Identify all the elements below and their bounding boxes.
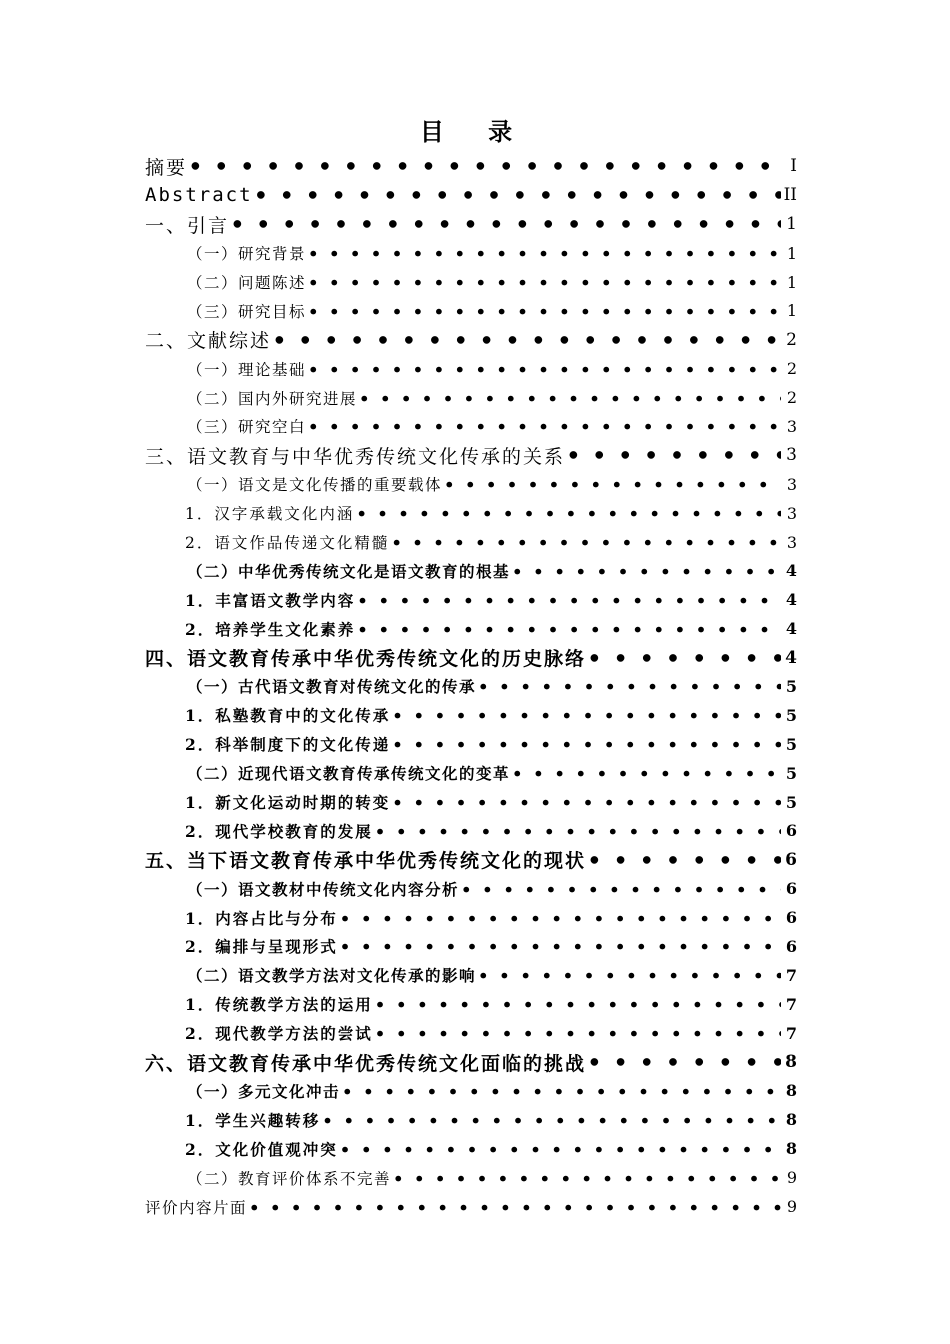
- toc-entry-title: 二、文献综述: [145, 326, 273, 353]
- toc-entry-title: （二）问题陈述: [187, 271, 308, 293]
- toc-entry-title: 1．新文化运动时期的转变: [185, 793, 391, 813]
- toc-entry-title: （二）国内外研究进展: [187, 387, 359, 409]
- toc-leader-dots: [189, 152, 781, 181]
- toc-entry[interactable]: [145, 932, 797, 961]
- toc-entry[interactable]: [145, 1105, 797, 1134]
- toc-leader-dots: [588, 1048, 781, 1077]
- toc-leader-dots: [588, 845, 781, 874]
- toc-entry-page: 4: [785, 590, 797, 610]
- toc-leader-dots: [588, 643, 781, 672]
- toc-leader-dots: [356, 499, 781, 528]
- toc-leader-dots: [342, 1077, 781, 1106]
- toc-entry-page: 2: [786, 359, 797, 379]
- toc-entry-page: 7: [785, 994, 797, 1014]
- toc-leader-dots: [375, 816, 781, 845]
- toc-entry-page: 1: [786, 243, 797, 263]
- toc-entry[interactable]: [145, 152, 797, 181]
- toc-leader-dots: [322, 1105, 781, 1134]
- toc-entry-title: （二）教育评价体系不完善: [187, 1167, 393, 1189]
- toc-entry[interactable]: [145, 788, 797, 817]
- toc-entry-page: 9: [786, 1168, 797, 1188]
- toc-entry[interactable]: [145, 1134, 797, 1163]
- toc-leader-dots: [512, 556, 781, 585]
- toc-leader-dots: [340, 903, 781, 932]
- toc-entry-title: 1．内容占比与分布: [185, 908, 338, 928]
- toc-leader-dots: [375, 1019, 781, 1048]
- toc-entry-title: 五、当下语文教育传承中华优秀传统文化的现状: [145, 846, 588, 873]
- toc-entry[interactable]: [145, 556, 797, 585]
- toc-leader-dots: [340, 1134, 781, 1163]
- toc-entry[interactable]: [145, 816, 797, 845]
- toc-entry-page: 8: [785, 1052, 797, 1073]
- toc-entry[interactable]: [145, 1163, 797, 1192]
- toc-entry-page: II: [783, 185, 797, 206]
- toc-entry[interactable]: [145, 210, 797, 239]
- toc-leader-dots: [392, 788, 781, 817]
- toc-entry[interactable]: [145, 470, 797, 499]
- toc-entry[interactable]: [145, 701, 797, 730]
- toc-leader-dots: [512, 759, 781, 788]
- toc-leader-dots: [478, 672, 781, 701]
- toc-entry-page: 8: [785, 1110, 797, 1130]
- toc-entry-title: （一）研究背景: [187, 242, 308, 264]
- toc-entry-title: （一）多元文化冲击: [187, 1081, 341, 1101]
- toc-leader-dots: [308, 354, 781, 383]
- toc-entry[interactable]: [145, 874, 797, 903]
- toc-entry-page: 7: [785, 1023, 797, 1043]
- toc-entry-title: （三）研究空白: [187, 415, 308, 437]
- toc-entry[interactable]: [145, 990, 797, 1019]
- toc-entry[interactable]: [145, 961, 797, 990]
- toc-entry-title: 2．培养学生文化素养: [185, 619, 356, 639]
- toc-entry[interactable]: [145, 1192, 797, 1221]
- toc-entry-title: （三）研究目标: [187, 300, 308, 322]
- toc-entry-page: 2: [786, 329, 797, 350]
- toc-leader-dots: [340, 932, 781, 961]
- toc-entry[interactable]: [145, 499, 797, 528]
- toc-leader-dots: [231, 210, 781, 239]
- toc-entry-title: 2．语文作品传递文化精髓: [185, 531, 391, 553]
- toc-entry-title: （二）语文教学方法对文化传承的影响: [187, 966, 477, 986]
- toc-entry[interactable]: [145, 528, 797, 557]
- toc-entry-title: 一、引言: [145, 211, 231, 238]
- toc-entry-page: 6: [785, 908, 797, 928]
- toc-entry-page: I: [790, 156, 797, 177]
- toc-entry[interactable]: [145, 181, 797, 210]
- toc-leader-dots: [308, 239, 781, 268]
- toc-leader-dots: [392, 701, 781, 730]
- toc-entry-page: 6: [785, 821, 797, 841]
- toc-entry-page: 8: [785, 1081, 797, 1101]
- toc-entry[interactable]: [145, 672, 797, 701]
- toc-leader-dots: [461, 874, 781, 903]
- toc-leader-dots: [357, 614, 781, 643]
- toc-entry[interactable]: [145, 1019, 797, 1048]
- toc-entry-page: 3: [786, 503, 797, 523]
- toc-entry[interactable]: [145, 296, 797, 325]
- toc-entry[interactable]: [145, 354, 797, 383]
- toc-entry[interactable]: [145, 643, 797, 672]
- toc-entry-page: 3: [786, 474, 797, 494]
- toc-entry-page: 9: [786, 1197, 797, 1216]
- toc-entry-page: 1: [786, 301, 797, 321]
- toc-entry[interactable]: [145, 845, 797, 874]
- toc-entry-page: 6: [785, 879, 797, 899]
- toc-leader-dots: [273, 325, 781, 354]
- toc-entry-title: （一）语文是文化传播的重要载体: [187, 473, 444, 495]
- toc-entry[interactable]: [145, 585, 797, 614]
- toc-entry-title: 六、语文教育传承中华优秀传统文化面临的挑战: [145, 1049, 588, 1076]
- toc-entry-title: 1．传统教学方法的运用: [185, 995, 373, 1015]
- toc-leader-dots: [391, 528, 781, 557]
- toc-entry-title: 四、语文教育传承中华优秀传统文化的历史脉络: [145, 644, 588, 671]
- toc-leader-dots: [255, 181, 781, 210]
- toc-entry-page: 4: [785, 561, 797, 581]
- toc-entry[interactable]: [145, 759, 797, 788]
- toc-entry-title: 2．现代教学方法的尝试: [185, 1024, 373, 1044]
- toc-entry-title: 摘要: [145, 153, 189, 180]
- toc-entry-page: 4: [785, 619, 797, 639]
- toc-entry-page: 5: [785, 792, 797, 812]
- toc-leader-dots: [392, 730, 781, 759]
- toc-entry-title: 1．汉字承载文化内涵: [185, 502, 356, 524]
- toc-entry-title: 1．私塾教育中的文化传承: [185, 706, 391, 726]
- toc-list: [145, 152, 797, 1221]
- toc-entry-title: 1．学生兴趣转移: [185, 1110, 321, 1130]
- toc-entry-title: 2．文化价值观冲突: [185, 1139, 338, 1159]
- toc-entry-page: 2: [786, 388, 797, 408]
- toc-leader-dots: [308, 412, 781, 441]
- toc-leader-dots: [359, 383, 781, 412]
- toc-entry[interactable]: [145, 1077, 797, 1106]
- toc-entry[interactable]: [145, 325, 797, 354]
- toc-entry-page: 8: [785, 1139, 797, 1159]
- toc-leader-dots: [444, 470, 781, 499]
- toc-entry[interactable]: [145, 383, 797, 412]
- toc-entry-title: （二）近现代语文教育传承传统文化的变革: [187, 764, 511, 784]
- toc-entry-title: 2．科举制度下的文化传递: [185, 735, 391, 755]
- toc-leader-dots: [478, 961, 781, 990]
- toc-entry-page: 1: [786, 272, 797, 292]
- toc-entry-page: 5: [785, 705, 797, 725]
- toc-entry-title: 三、语文教育与中华优秀传统文化传承的关系: [145, 442, 567, 469]
- toc-entry-title: （一）理论基础: [187, 358, 308, 380]
- toc-entry-title: 评价内容片面: [145, 1196, 249, 1218]
- toc-entry-title: （一）语文教材中传统文化内容分析: [187, 879, 460, 899]
- toc-leader-dots: [308, 268, 781, 297]
- toc-leader-dots: [375, 990, 781, 1019]
- toc-entry-page: 3: [786, 532, 797, 552]
- toc-entry[interactable]: [145, 441, 797, 470]
- toc-leader-dots: [567, 441, 781, 470]
- toc-entry-title: （一）古代语文教育对传统文化的传承: [187, 677, 477, 697]
- toc-entry-title: （二）中华优秀传统文化是语文教育的根基: [187, 561, 511, 581]
- toc-entry[interactable]: [145, 268, 797, 297]
- toc-entry-page: 5: [785, 734, 797, 754]
- toc-entry-page: 3: [786, 445, 797, 466]
- toc-entry-title: Abstract: [145, 184, 253, 207]
- toc-entry[interactable]: [145, 903, 797, 932]
- toc-entry[interactable]: [145, 412, 797, 441]
- toc-entry[interactable]: [145, 1048, 797, 1077]
- toc-entry-page: 6: [785, 849, 797, 870]
- toc-entry-page: 6: [785, 936, 797, 956]
- toc-leader-dots: [357, 585, 781, 614]
- toc-entry-page: 4: [785, 647, 797, 668]
- toc-entry-title: 2．编排与呈现形式: [185, 937, 338, 957]
- toc-entry-page: 1: [786, 214, 797, 235]
- toc-leader-dots: [308, 296, 781, 325]
- toc-entry-page: 7: [785, 965, 797, 985]
- toc-entry[interactable]: [145, 239, 797, 268]
- toc-entry-page: 5: [785, 676, 797, 696]
- toc-entry-page: 3: [786, 416, 797, 436]
- toc-leader-dots: [249, 1192, 781, 1221]
- toc-entry[interactable]: [145, 614, 797, 643]
- toc-leader-dots: [393, 1163, 781, 1192]
- toc-entry[interactable]: [145, 730, 797, 759]
- toc-title: 目 录: [419, 118, 531, 146]
- toc-entry-title: 1．丰富语文教学内容: [185, 590, 356, 610]
- toc-entry-title: 2．现代学校教育的发展: [185, 821, 373, 841]
- toc-entry-page: 5: [785, 763, 797, 783]
